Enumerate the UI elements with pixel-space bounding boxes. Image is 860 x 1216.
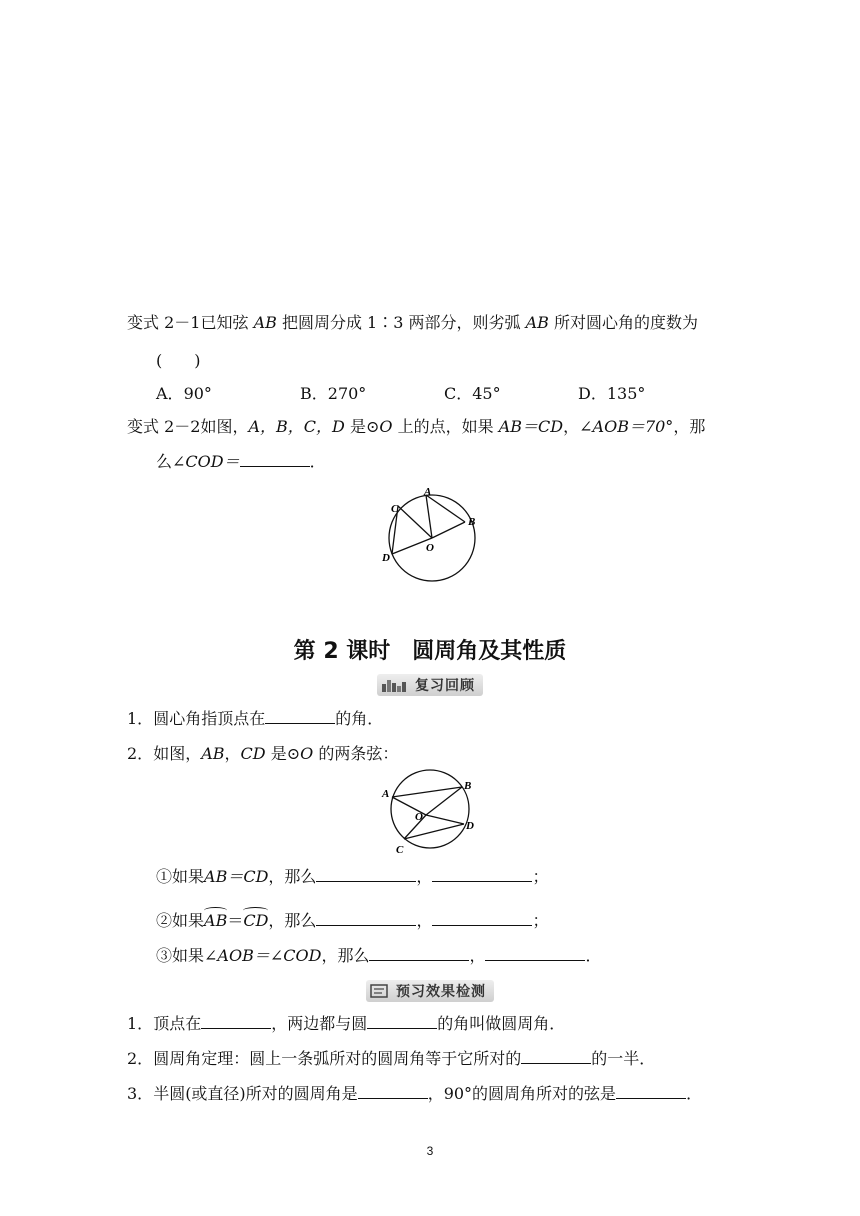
circle-figure-2 xyxy=(378,769,498,859)
preview-q3: 3．半圆(或直径)所对的圆周角是 ，90°的圆周角所对的弦是 ． xyxy=(127,1084,703,1103)
review-banner: 复习回顾 xyxy=(0,674,860,696)
answer-blank xyxy=(367,1013,437,1029)
answer-paren: ( ) xyxy=(156,351,201,370)
label-b: B xyxy=(468,516,476,528)
label-o: O xyxy=(426,542,434,554)
section-title: 第 2 课时 圆周角及其性质 xyxy=(293,639,567,664)
review-sub1: ①如果AB＝CD，那么 ， ； xyxy=(156,867,549,886)
review-sub3: ③如果∠AOB＝∠COD，那么 ， ． xyxy=(156,946,602,965)
label-c: C xyxy=(396,844,404,856)
option-c: C．45° xyxy=(444,384,501,403)
variant-label: 变式 2－1 xyxy=(127,313,201,332)
option-b: B．270° xyxy=(300,384,367,403)
circle-figure-1 xyxy=(378,480,498,590)
review-q2: 2．如图，AB，CD 是⊙O 的两条弦： xyxy=(127,744,399,763)
preview-q1: 1．顶点在 ，两边都与圆 的角叫做圆周角． xyxy=(127,1014,566,1033)
buildings-icon xyxy=(381,678,409,692)
label-c: C xyxy=(391,503,399,515)
preview-q2: 2．圆周角定理：圆上一条弧所对的圆周角等于它所对的 的一半． xyxy=(127,1049,656,1068)
answer-blank xyxy=(616,1083,686,1099)
answer-blank xyxy=(521,1048,591,1064)
answer-blank xyxy=(265,708,335,724)
answer-blank xyxy=(201,1013,271,1029)
variant-2-1-line1: 变式 2－1已知弦 AB 把圆周分成 1∶3 两部分，则劣弧 AB 所对圆心角的度数为 xyxy=(127,313,699,332)
answer-blank xyxy=(358,1083,428,1099)
preview-banner: 预习效果检测 xyxy=(0,980,860,1002)
label-d: D xyxy=(382,552,390,564)
option-d: D．135° xyxy=(578,384,646,403)
answer-blank xyxy=(485,945,585,961)
book-icon xyxy=(370,984,390,998)
answer-blank xyxy=(316,866,416,882)
variant-label: 变式 2－2 xyxy=(127,417,201,436)
answer-blank xyxy=(240,451,310,467)
label-d: D xyxy=(466,820,474,832)
label-a: A xyxy=(424,486,432,498)
option-a: A．90° xyxy=(156,384,212,403)
page-number: 3 xyxy=(426,1144,434,1158)
review-sub2: ②如果 AB＝ CD，那么 ， ； xyxy=(156,910,548,932)
variant-2-2-line2: 么∠COD＝ ． xyxy=(156,452,326,471)
variant-2-2-line1: 变式 2－2如图，A，B，C，D 是⊙O 上的点，如果 AB＝CD，∠AOB＝70°，那 xyxy=(127,417,706,436)
review-q1: 1．圆心角指顶点在 的角． xyxy=(127,709,384,728)
answer-blank xyxy=(432,866,532,882)
answer-blank xyxy=(369,945,469,961)
answer-blank xyxy=(316,910,416,926)
label-a: A xyxy=(382,788,390,800)
answer-blank xyxy=(432,910,532,926)
label-b: B xyxy=(464,780,472,792)
label-o: O xyxy=(415,811,423,823)
